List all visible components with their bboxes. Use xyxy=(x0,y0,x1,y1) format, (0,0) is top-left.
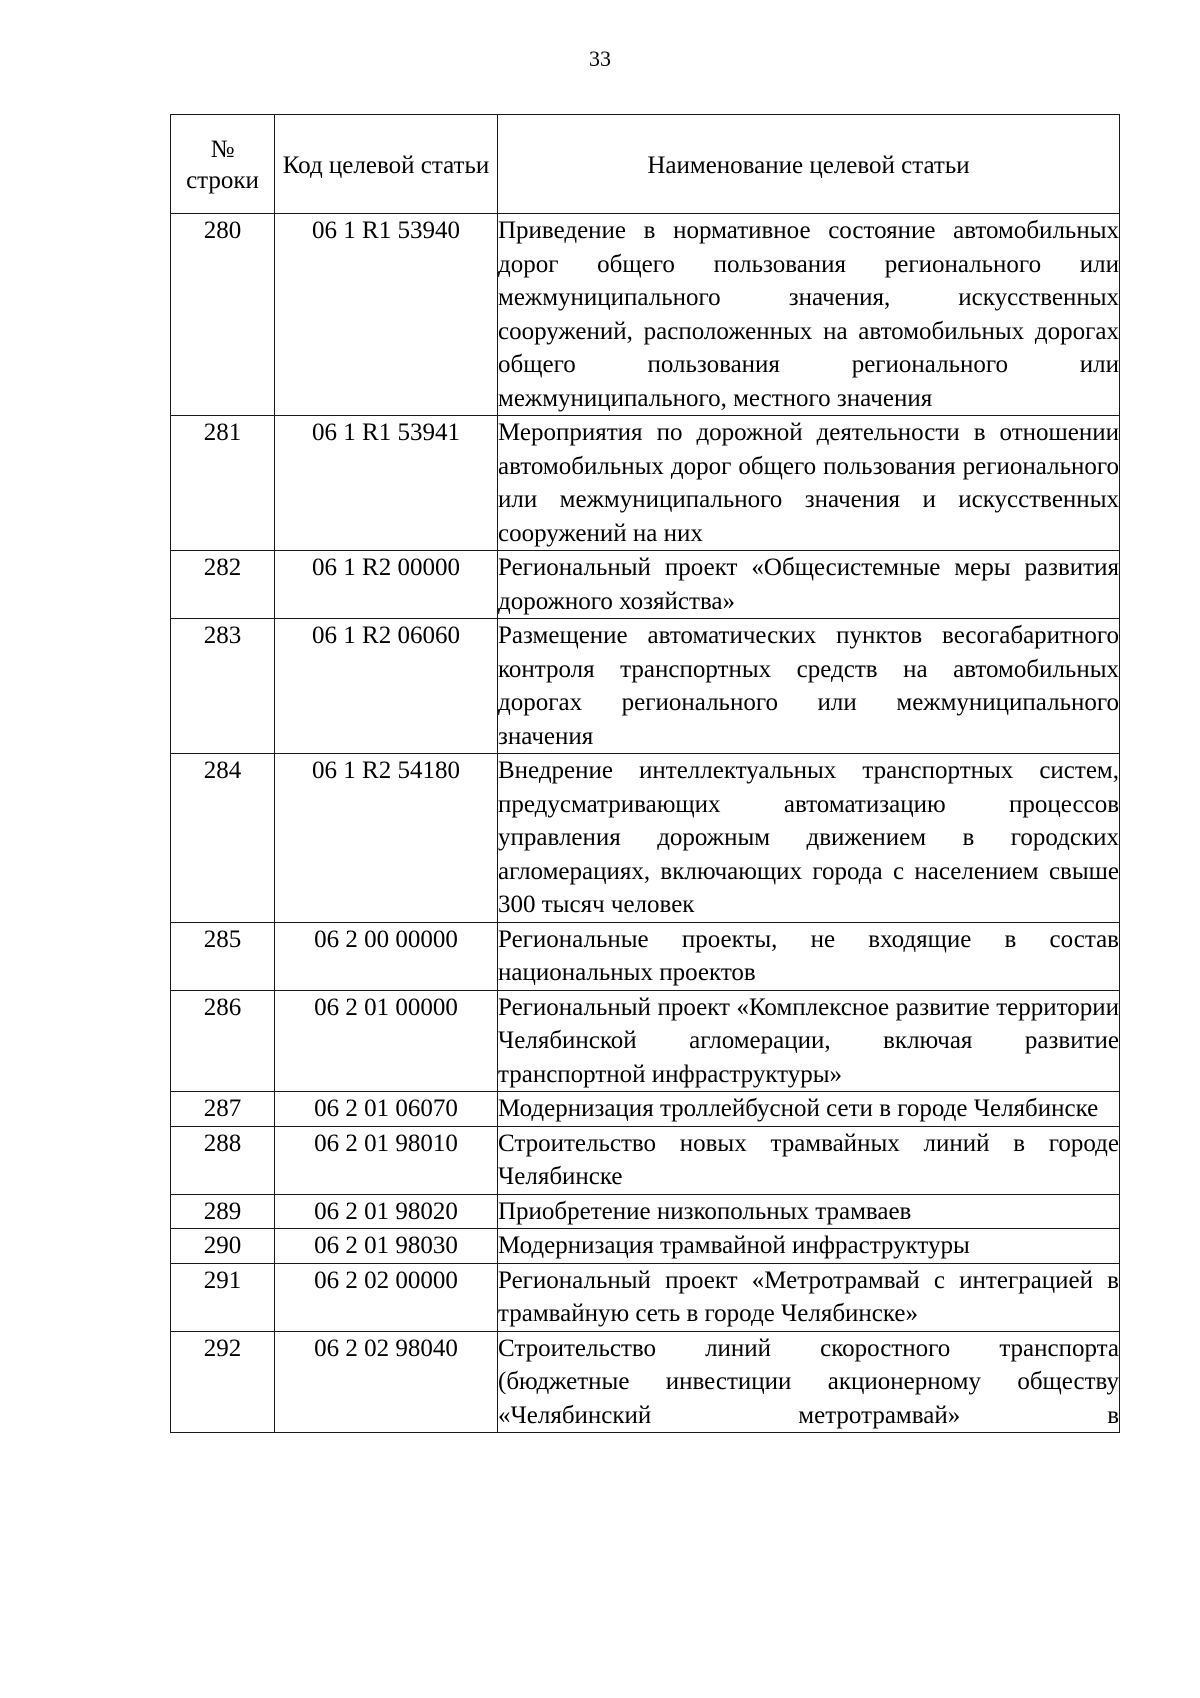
row-number: 282 xyxy=(171,551,275,619)
article-code: 06 1 R2 00000 xyxy=(275,551,498,619)
article-code: 06 2 01 98010 xyxy=(275,1126,498,1194)
article-code: 06 2 00 00000 xyxy=(275,922,498,990)
table-header-row xyxy=(171,115,1120,214)
article-name: Региональные проекты, не входящие в состав национальных проектов xyxy=(498,922,1120,990)
table-row xyxy=(171,551,1120,619)
article-name: Модернизация троллейбусной сети в городе Челябинске xyxy=(498,1092,1120,1127)
article-name: Региональный проект «Комплексное развитие территории Челябинской агломерации, включая развитие транспортной инфраструктуры» xyxy=(498,990,1120,1092)
header-article-code: Код целевой статьи xyxy=(275,115,498,214)
article-name: Модернизация трамвайной инфраструктуры xyxy=(498,1229,1120,1264)
article-code: 06 1 R1 53940 xyxy=(275,214,498,416)
header-row-number: № строки xyxy=(171,115,275,214)
article-code: 06 1 R1 53941 xyxy=(275,416,498,551)
table-row xyxy=(171,1331,1120,1433)
article-name: Приведение в нормативное состояние автомобильных дорог общего пользования регионального или межмуниципального значения, искусственных сооружений, расположенных на автомобильных дорогах общего пользования регионального или межмуниципального, местного значения xyxy=(498,214,1120,416)
table-row xyxy=(171,1194,1120,1229)
table-row xyxy=(171,416,1120,551)
row-number: 292 xyxy=(171,1331,275,1433)
table-row xyxy=(171,214,1120,416)
row-number: 284 xyxy=(171,754,275,923)
article-code: 06 2 01 06070 xyxy=(275,1092,498,1127)
article-code: 06 2 01 00000 xyxy=(275,990,498,1092)
table-row xyxy=(171,1092,1120,1127)
target-articles-table xyxy=(170,114,1120,1433)
article-code: 06 2 02 98040 xyxy=(275,1331,498,1433)
article-name: Строительство линий скоростного транспорта (бюджетные инвестиции акционерному обществу «Челябинский метротрамвай» в xyxy=(498,1331,1120,1433)
table-row xyxy=(171,922,1120,990)
page-number: 33 xyxy=(589,46,611,71)
article-name: Региональный проект «Метротрамвай с интеграцией в трамвайную сеть в городе Челябинске» xyxy=(498,1263,1120,1331)
article-name: Региональный проект «Общесистемные меры развития дорожного хозяйства» xyxy=(498,551,1120,619)
row-number: 286 xyxy=(171,990,275,1092)
row-number: 281 xyxy=(171,416,275,551)
table-row xyxy=(171,619,1120,754)
row-number: 291 xyxy=(171,1263,275,1331)
table-row xyxy=(171,990,1120,1092)
article-code: 06 2 01 98030 xyxy=(275,1229,498,1264)
table-row xyxy=(171,754,1120,923)
row-number: 290 xyxy=(171,1229,275,1264)
row-number: 283 xyxy=(171,619,275,754)
article-code: 06 2 01 98020 xyxy=(275,1194,498,1229)
article-name: Внедрение интеллектуальных транспортных систем, предусматривающих автоматизацию процессов управления дорожным движением в городских агломерациях, включающих города с населением свыше 300 тысяч человек xyxy=(498,754,1120,923)
row-number: 280 xyxy=(171,214,275,416)
article-name: Приобретение низкопольных трамваев xyxy=(498,1194,1120,1229)
header-article-name: Наименование целевой статьи xyxy=(498,115,1120,214)
table-row xyxy=(171,1263,1120,1331)
row-number: 287 xyxy=(171,1092,275,1127)
row-number: 289 xyxy=(171,1194,275,1229)
row-number: 285 xyxy=(171,922,275,990)
article-code: 06 1 R2 06060 xyxy=(275,619,498,754)
row-number: 288 xyxy=(171,1126,275,1194)
article-name: Строительство новых трамвайных линий в городе Челябинске xyxy=(498,1126,1120,1194)
table-row xyxy=(171,1229,1120,1264)
article-name: Размещение автоматических пунктов весогабаритного контроля транспортных средств на автомобильных дорогах регионального или межмуниципального значения xyxy=(498,619,1120,754)
table-row xyxy=(171,1126,1120,1194)
article-code: 06 1 R2 54180 xyxy=(275,754,498,923)
article-code: 06 2 02 00000 xyxy=(275,1263,498,1331)
article-name: Мероприятия по дорожной деятельности в отношении автомобильных дорог общего пользования регионального или межмуниципального значения и искусственных сооружений на них xyxy=(498,416,1120,551)
